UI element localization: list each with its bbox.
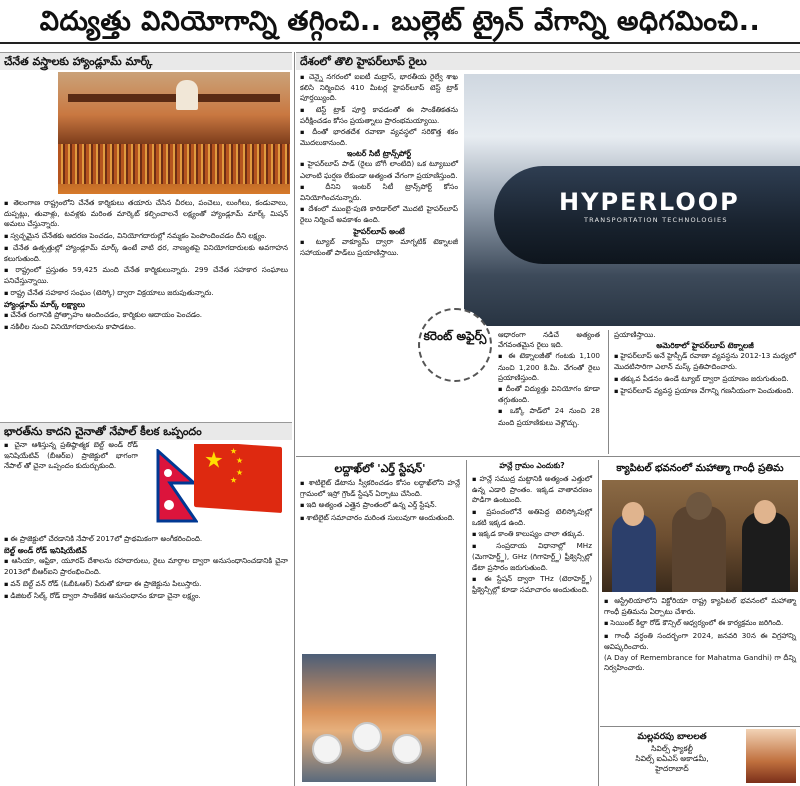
hyperloop-logo-text: HYPERLOOP xyxy=(559,188,740,216)
handloom-photo xyxy=(58,72,290,194)
para: ◾ ఈ టెక్నాలజీతో గంటకు 1,100 నుంచి 1,200 కి.మీ. వేగంతో రైలు ప్రయాణిస్తుంది. xyxy=(498,351,600,383)
author-city: హైదరాబాద్ xyxy=(655,764,689,773)
para: ◾ దేశంలో ముంబై-పుణె కారిడార్‌లో మొదటి హైపర్‌లూప్ రైలు నిర్మించే అవకాశం ఉంది. xyxy=(300,204,458,225)
nepal-title: భారత్‌ను కాదని చైనాతో నేపాల్ కీలక ఒప్పందం xyxy=(0,422,292,440)
para: ◾ నకిలీల నుంచి వినియోగదారులను కాపాడటం. xyxy=(4,322,288,333)
para: ◾ చెన్నై నగరంలో ఐఐటీ మద్రాస్, భారతీయ రైల్వే శాఖ కలిసి నిర్మించిన 410 మీటర్ల హైపర్‌లూప్ టెస్ట్ ట్రాక్ పూర్తయ్యింది. xyxy=(300,72,458,104)
column-handloom-nepal xyxy=(0,52,292,786)
column-divider xyxy=(466,460,467,786)
para: ◾ శాటిలైట్ సమాచారం మరింత సులువుగా అందుతుంది. xyxy=(300,513,460,524)
para: ◾ ఆసియా, ఆఫ్రికా, యూరప్ దేశాలను రహదారులు, రైలు మార్గాల ద్వారా అనుసంధానించడానికి చైనా 2013లో బీఆర్ఐని ప్రారంభించింది. xyxy=(4,556,288,577)
handloom-title: చేనేత వస్త్రాలకు హ్యాండ్లూమ్ మార్క్ xyxy=(0,52,292,70)
para: ◾ డిజిటల్ సిల్క్ రోడ్ ద్వారా సాంకేతిక అనుసంధానం కూడా చైనా లక్ష్యం. xyxy=(4,591,288,602)
ladakh-section xyxy=(296,460,464,786)
para: ◾ వన్ బెల్ట్ వన్ రోడ్ (ఓబీఓఆర్) పేరుతో కూడా ఈ ప్రాజెక్టును పిలుస్తారు. xyxy=(4,579,288,590)
para: ◾ ఈ స్టేషన్ ద్వారా THz (టెరాహెర్ట్జ్) ఫ్రీక్వెన్సీల్లో కూడా సమాచారం అందుతుంది. xyxy=(472,574,592,595)
para: ◾ ఇది అత్యంత ఎత్తైన ప్రాంతంలో ఉన్న ఎర్త్ స్టేషన్. xyxy=(300,500,460,511)
us-hyperloop-subhead: అమెరికాలో హైపర్‌లూప్ టెక్నాలజీ xyxy=(656,341,754,351)
hyperloop-subhead: హైపర్‌లూప్ అంటే xyxy=(353,226,405,236)
handloom-body xyxy=(0,198,292,368)
nepal-flag-icon xyxy=(156,449,198,523)
handloom-subhead: హ్యాండ్లూమ్ మార్క్ లక్ష్యాలు xyxy=(4,299,86,309)
para: ◾ దీంతో విద్యుత్తు వినియోగం కూడా తగ్గుతుంది. xyxy=(498,384,600,405)
para: ◾ దీంతో భారతదేశ రవాణా వ్యవస్థలో సరికొత్త శకం మొదలుకానుంది. xyxy=(300,127,458,148)
nepal-china-flags xyxy=(146,444,290,530)
hyperloop-header xyxy=(296,52,800,72)
para: ఆధారంగా నడిచే అత్యంత వేగవంతమైన రైలు ఇది. xyxy=(498,330,600,350)
para: ◾ హైపర్‌లూప్ వ్యవస్థ ప్రయాణ వేగాన్ని గణనీయంగా పెంచుతుంది. xyxy=(614,386,796,397)
earth-station-photo xyxy=(302,654,436,782)
china-flag-icon: ★ ★ ★ ★ ★ xyxy=(194,444,282,513)
column-divider xyxy=(294,52,295,786)
hyperloop-mid-body xyxy=(494,330,604,454)
para: ◾ చైనా ఆశిస్తున్న ప్రతిష్ఠాత్మక బెల్ట్ అండ్ రోడ్ ఇనిషియేటివ్ (బీఆర్ఐ) ప్రాజెక్టులో భాగంగా నేపాల్ తో చైనా ఒప్పందం కుదుర్చుకుంది. xyxy=(4,440,138,472)
para: (A Day of Remembrance for Mahatma Gandhi) గా దీన్ని నిర్వహించారు. xyxy=(604,653,796,673)
para: ◾ తక్కువ పీడనం ఉండే ట్యూబ్ ద్వారా ప్రయాణం జరుగుతుంది. xyxy=(614,374,796,385)
author-academy: సివిల్స్ ఐఏఎస్ అకాడమీ, xyxy=(635,754,709,763)
section-divider xyxy=(296,456,800,457)
para: ◾ హైపర్‌లూప్ పాడ్ (రైలు బోగీ లాంటిది) ఒక ట్యూబులో ఎలాంటి ఘర్షణ లేకుండా అత్యంత వేగంగా ప్రయాణిస్తుంది. xyxy=(300,159,458,180)
bri-subhead: బెల్ట్ అండ్ రోడ్ ఇనిషియేటివ్ xyxy=(4,546,87,556)
nepal-section xyxy=(0,422,292,440)
current-affairs-stamp: కరెంట్ అఫైర్స్ xyxy=(418,308,492,382)
author-box xyxy=(600,726,800,784)
para: ప్రయాణిస్తాయి. xyxy=(614,330,656,339)
author-avatar xyxy=(746,729,796,783)
hanle-body xyxy=(468,474,596,786)
para: ◾ దీనిని ఇంటర్ సిటీ ట్రాన్స్‌పోర్ట్ కోసం వినియోగించనున్నారు. xyxy=(300,182,458,203)
nepal-body xyxy=(0,534,292,786)
para: ◾ తెలంగాణ రాష్ట్రంలోని చేనేత కార్మికులు తయారు చేసిన చీరలు, పంచెలు, లుంగీలు, కండువాలు, దుప్పట్లు, తువాళ్లు, టవళ్లకు మరింత మార్కెట్ కల్పించాలనే లక్ష్యంతో హ్యాండ్లూమ్ మార్క్ మిషన్ అమలు చేస్తున్నారు. xyxy=(4,198,288,230)
author-name: మల్లవరపు బాలలత xyxy=(637,732,707,742)
para: ◾ ఈ ప్రాజెక్టులో చేరడానికి నేపాల్ 2017లో ప్రాథమికంగా అంగీకరించింది. xyxy=(4,534,288,545)
para: ◾ గాంధీ వర్ధంతి సందర్భంగా 2024, జనవరి 30న ఈ విగ్రహాన్ని ఆవిష్కరించారు. xyxy=(604,631,796,652)
hyperloop-logo-subtext: TRANSPORTATION TECHNOLOGIES xyxy=(584,216,728,224)
para: ◾ ఒక్కో పాడ్‌లో 24 నుంచి 28 మంది ప్రయాణికులు వెళ్లొచ్చు. xyxy=(498,406,600,427)
para: ◾ ట్యూబ్ వాక్యూమ్ ద్వారా మాగ్నటిక్ టెక్నాలజీ సహాయంతో పాడ్‌లు ప్రయాణిస్తాయి. xyxy=(300,237,458,258)
hanle-section xyxy=(468,460,596,786)
para: ◾ చేనేత ఉత్పత్తుల్లో హ్యాండ్లూమ్ మార్క్ ఉంటే వాటి ధర, నాణ్యతపై వినియోగదారులకు అవగాహన కలుగుతుంది. xyxy=(4,243,288,264)
hanle-title: హన్లే గ్రామం ఎందుకు? xyxy=(499,461,565,470)
para: ◾ చేనేత రంగానికి ప్రోత్సాహం అందించడం, కార్మికుల ఆదాయం పెంచడం. xyxy=(4,310,288,321)
intercity-subhead: ఇంటర్ సిటీ ట్రాన్స్‌పోర్ట్ xyxy=(346,149,412,159)
para: ◾ సెయింట్ కిల్డా రోడ్ కౌన్సిల్ ఆధ్వర్యంలో ఈ కార్యక్రమం జరిగింది. xyxy=(604,618,796,629)
gandhi-title: క్యాపిటల్ భవనంలో మహాత్మా గాంధీ ప్రతిమ xyxy=(616,463,784,474)
para: ◾ ఇక్కడ కాంతి కాలుష్యం చాలా తక్కువ. xyxy=(472,529,592,540)
para: ◾ ఆస్ట్రేలియాలోని విక్టోరియా రాష్ట్ర క్యాపిటల్ భవనంలో మహాత్మా గాంధీ ప్రతిమను ఏర్పాటు చేశారు. xyxy=(604,596,796,617)
ladakh-title: లద్దాఖ్‌లో 'ఎర్త్ స్టేషన్' xyxy=(334,462,426,475)
ladakh-body xyxy=(296,478,464,648)
para: ◾ శాటిలైట్ డేటాను స్వీకరించడం కోసం లద్దాఖ్‌లోని హన్లే గ్రామంలో ఇస్రో గ్రౌండ్ స్టేషన్ ఏర్పాటు చేసింది. xyxy=(300,478,460,499)
para: ◾ టెస్ట్ ట్రాక్ పూర్తి కావడంతో ఈ సాంకేతికతను పరీక్షించడం కోసం ప్రయత్నాలు ప్రారంభమయ్యాయి. xyxy=(300,105,458,126)
para: ◾ రాష్ట్రంలో ప్రస్తుతం 59,425 మంది చేనేత కార్మికులున్నారు. 299 చేనేత సహకార సంఘాలు పనిచేస్తున్నాయి. xyxy=(4,265,288,286)
para: ◾ స్వచ్ఛమైన చేనేతకు ఆదరణ పెంచడం, వినియోగదారుల్లో నమ్మకం పెంపొందించడం దీని లక్ష్యం. xyxy=(4,231,288,242)
page-headline: విద్యుత్తు వినియోగాన్ని తగ్గించి.. బుల్లెట్ ట్రైన్ వేగాన్ని అధిగమించి.. xyxy=(0,0,800,44)
para: ◾ రాష్ట్ర చేనేత సహకార సంఘం (టెస్కో) ద్వారా విక్రయాలు జరుపుతున్నారు. xyxy=(4,288,288,299)
column-divider xyxy=(598,460,599,786)
hyperloop-photo xyxy=(464,74,800,326)
para: ◾ ప్రపంచంలోనే అతిపెద్ద టెలిస్కోపుల్లో ఒకటి ఇక్కడ ఉంది. xyxy=(472,507,592,528)
column-divider xyxy=(608,330,609,454)
para: ◾ సంప్రదాయ విధానాల్లో MHz (మెగాహెర్ట్జ్), GHz (గిగాహెర్ట్జ్) ఫ్రీక్వెన్సీల్లో డేటా ప్రసారం జరుగుతుంది. xyxy=(472,541,592,573)
para: ◾ హన్లే సముద్ర మట్టానికి అత్యంత ఎత్తులో ఉన్న ఎడారి ప్రాంతం. ఇక్కడ వాతావరణం పొడిగా ఉంటుంది. xyxy=(472,474,592,506)
nepal-intro xyxy=(0,440,142,530)
hyperloop-body xyxy=(296,72,462,452)
author-role: సివిల్స్ ఫ్యాకల్టీ xyxy=(651,744,693,753)
para: ◾ హైపర్‌లూప్ అనే హైస్పీడ్ రవాణా వ్యవస్థను 2012-13 మధ్యలో మొదటిసారిగా ఎలాన్ మస్క్ ప్రతిపాదించారు. xyxy=(614,351,796,372)
hyperloop-title: దేశంలో తొలి హైపర్‌లూప్ రైలు xyxy=(296,52,800,70)
gandhi-body xyxy=(600,596,800,726)
us-hyperloop-body xyxy=(610,330,800,454)
gandhi-statue-photo xyxy=(602,480,798,592)
gandhi-section xyxy=(600,460,800,786)
